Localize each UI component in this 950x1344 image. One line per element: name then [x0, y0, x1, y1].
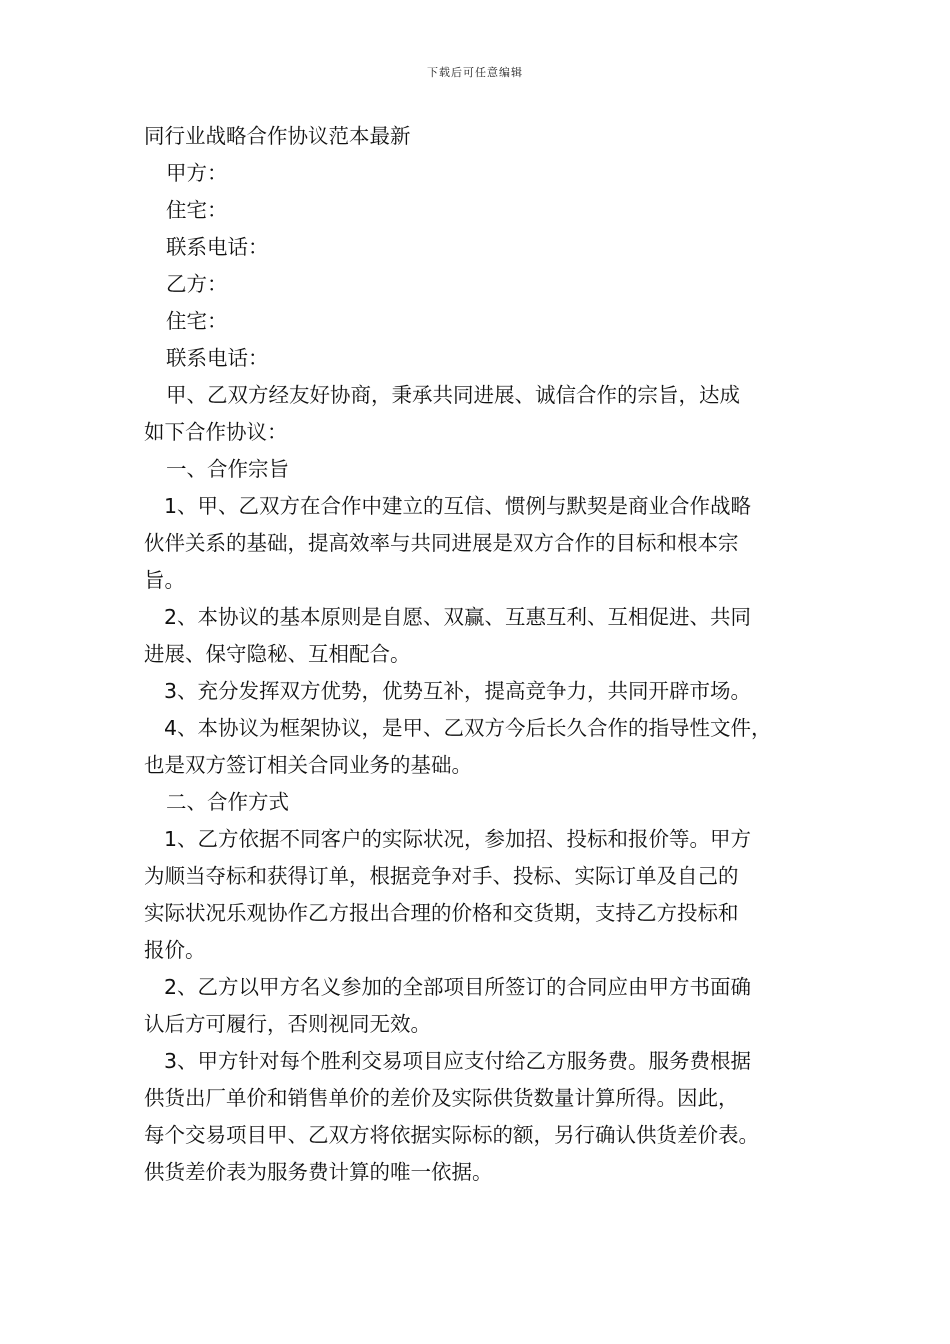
s1-item-4-line-2: 也是双方签订相关合同业务的基础。 — [144, 753, 472, 777]
s1-item-4-line-1: 4、本协议为框架协议，是甲、乙双方今后长久合作的指导性文件， — [164, 716, 772, 740]
party-b-address: 住宅： — [166, 309, 228, 333]
s2-item-1-line-3: 实际状况乐观协作乙方报出合理的价格和交货期，支持乙方投标和 — [144, 901, 739, 925]
s2-item-2-line-2: 认后方可履行，否则视同无效。 — [144, 1012, 431, 1036]
s1-item-2-line-1: 2、本协议的基本原则是自愿、双赢、互惠互利、互相促进、共同 — [164, 605, 752, 629]
s2-item-3-line-3: 每个交易项目甲、乙双方将依据实际标的额，另行确认供货差价表。 — [144, 1123, 759, 1147]
s2-item-3-line-4: 供货差价表为服务费计算的唯一依据。 — [144, 1160, 493, 1184]
s1-item-2-line-2: 进展、保守隐秘、互相配合。 — [144, 642, 411, 666]
s2-item-3-line-2: 供货出厂单价和销售单价的差价及实际供货数量计算所得。因此， — [144, 1086, 739, 1110]
intro-line-2: 如下合作协议： — [144, 420, 288, 444]
s1-item-1-line-3: 旨。 — [144, 568, 185, 592]
s1-item-1-line-1: 1、甲、乙双方在合作中建立的互信、惯例与默契是商业合作战略 — [164, 494, 752, 518]
party-a-phone: 联系电话： — [166, 235, 269, 259]
s2-item-1-line-2: 为顺当夺标和获得订单，根据竞争对手、投标、实际订单及自己的 — [144, 864, 739, 888]
intro-line-1: 甲、乙双方经友好协商，秉承共同进展、诚信合作的宗旨，达成 — [166, 383, 740, 407]
section-2-heading: 二、合作方式 — [166, 790, 289, 814]
s2-item-1-line-1: 1、乙方依据不同客户的实际状况，参加招、投标和报价等。甲方 — [164, 827, 752, 851]
s1-item-1-line-2: 伙伴关系的基础，提高效率与共同进展是双方合作的目标和根本宗 — [144, 531, 739, 555]
s1-item-3-line-1: 3、充分发挥双方优势，优势互补，提高竞争力，共同开辟市场。 — [164, 679, 752, 703]
s2-item-3-line-1: 3、甲方针对每个胜利交易项目应支付给乙方服务费。服务费根据 — [164, 1049, 752, 1073]
document-body — [144, 118, 812, 1191]
party-b-label: 乙方： — [166, 272, 228, 296]
section-1-heading: 一、合作宗旨 — [166, 457, 289, 481]
s2-item-1-line-4: 报价。 — [144, 938, 206, 962]
party-a-label: 甲方： — [166, 161, 228, 185]
header-note: 下载后可任意编辑 — [427, 66, 523, 79]
party-a-address: 住宅： — [166, 198, 228, 222]
party-b-phone: 联系电话： — [166, 346, 269, 370]
s2-item-2-line-1: 2、乙方以甲方名义参加的全部项目所签订的合同应由甲方书面确 — [164, 975, 752, 999]
document-title: 同行业战略合作协议范本最新 — [144, 124, 411, 148]
